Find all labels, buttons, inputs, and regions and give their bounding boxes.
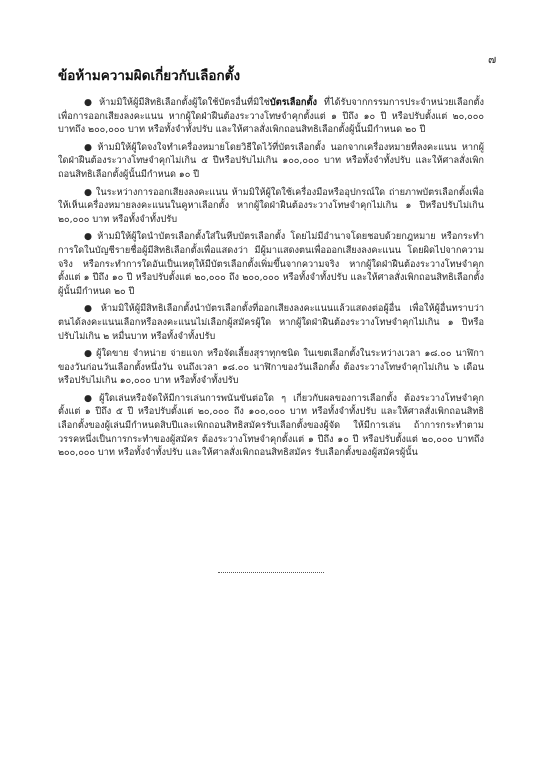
bullet-icon: ● (84, 186, 93, 198)
paragraph-bold-term: บัตรเลือกตั้ง (269, 97, 317, 108)
bullet-icon: ● (84, 303, 98, 315)
page-number: ๗ (488, 53, 497, 66)
paragraph-text: ห้ามมิให้ผู้ใดจงใจทำเครื่องหมายโดยวิธีใดไว้ที่บัตรเลือกตั้ง นอกจากเครื่องหมายที่ลงคะแนน หากผู้ใดฝ่าฝืนต้องระวางโทษจำคุกไม่เกิน ๕ ปีหรือปรับไม่เกิน ๑๐๐,๐๐๐ บาท หรือทั้งจำทั้งปรับ และให้ศาลสั่งเพิกถอนสิทธิเลือกตั้งผู้นั้นมีกำหนด ๑๐ ปี (58, 141, 484, 180)
paragraph-text: ผู้ใดขาย จำหน่าย จ่ายแจก หรือจัดเลี้ยงสุราทุกชนิด ในเขตเลือกตั้งในระหว่างเวลา ๑๘.๐๐ นาฬิกาของวันก่อนวันเลือกตั้งหนึ่งวัน จนถึงเวลา ๑๘.๐๐ นาฬิกาของวันเลือกตั้ง ต้องระวางโทษจำคุกไม่เกิน ๖ เดือน หรือปรับไม่เกิน ๑๐,๐๐๐ บาท หรือทั้งจำทั้งปรับ (58, 348, 484, 387)
paragraph-text: ผู้ใดเล่นหรือจัดให้มีการเล่นการพนันขันต่อใด ๆ เกี่ยวกับผลของการเลือกตั้ง ต้องระวางโทษจำคุกตั้งแต่ ๑ ปีถึง ๕ ปี หรือปรับตั้งแต่ ๒๐,๐๐๐ ถึง ๑๐๐,๐๐๐ บาท หรือทั้งจำทั้งปรับ และให้ศาลสั่งเพิกถอนสิทธิเลือกตั้งของผู้เล่นมีกำหนดสิบปีและเพิกถอนสิทธิสมัครรับเลือกตั้งของผู้จัด ให้มีการเล่น ถ้าการกระทำตามวรรคหนึ่งเป็นการกระทำของผู้สมัคร ต้องระวางโทษจำคุกตั้งแต่ ๑ ปีถึง ๑๐ ปี หรือปรับตั้งแต่ ๒๐,๐๐๐ บาทถึง ๒๐๐,๐๐๐ บาท หรือทั้งจำทั้งปรับ และให้ศาลสั่งเพิกถอนสิทธิสมัคร รับเลือกตั้งของผู้สมัครผู้นั้น (58, 392, 484, 459)
bullet-icon: ● (84, 97, 97, 108)
bullet-icon: ● (84, 231, 95, 243)
paragraph-ballot-stuffing (58, 230, 484, 298)
bullet-icon: ● (84, 348, 94, 360)
paragraph-gambling-ban (58, 392, 484, 460)
paragraph-text: ในระหว่างการออกเสียงลงคะแนน ห้ามมิให้ผู้ใดใช้เครื่องมือหรืออุปกรณ์ใด ถ่ายภาพบัตรเลือกตั้งเพื่อให้เห็นเครื่องหมายลงคะแนนในคูหาเลือกตั้ง หากผู้ใดฝ่าฝืนต้องระวางโทษจำคุกไม่เกิน ๑ ปีหรือปรับไม่เกิน ๒๐,๐๐๐ บาท หรือทั้งจำทั้งปรับ (58, 186, 484, 225)
paragraph-alcohol-ban (58, 347, 484, 388)
paragraph-text: ห้ามมิให้ผู้มีสิทธิเลือกตั้งนำบัตรเลือกตั้งที่ออกเสียงลงคะแนนแล้วแสดงต่อผู้อื่น เพื่อให้ผู้อื่นทราบว่าตนได้ลงคะแนนเลือกหรือลงคะแนนไม่เลือกผู้สมัครผู้ใด หากผู้ใดฝ่าฝืนต้องระวางโทษจำคุกไม่เกิน ๑ ปีหรือปรับไม่เกิน ๒ หมื่นบาท หรือทั้งจำทั้งปรับ (58, 303, 484, 342)
paragraph-text-end: ที่ได้รับจากกรรมการประจำหน่วยเลือกตั้งเพื่อการออกเสียงลงคะแนน หากผู้ใดฝ่าฝืนต้องระวางโทษจำคุกตั้งแต่ ๑ ปีถึง ๑๐ ปี หรือปรับตั้งแต่ ๒๐,๐๐๐ บาทถึง ๒๐๐,๐๐๐ บาท หรือทั้งจำทั้งปรับ และให้ศาลสั่งเพิกถอนสิทธิเลือกตั้งผู้นั้นมีกำหนด ๒๐ ปี (58, 97, 484, 136)
bullet-icon: ● (84, 141, 95, 153)
bullet-icon: ● (84, 392, 97, 404)
paragraph-text: ห้ามมิให้ผู้ใดนำบัตรเลือกตั้งใส่ในหีบบัตรเลือกตั้ง โดยไม่มีอำนาจโดยชอบด้วยกฎหมาย หรือกระทำการใดในบัญชีรายชื่อผู้มีสิทธิเลือกตั้งเพื่อแสดงว่า มีผู้มาแสดงตนเพื่อออกเสียงลงคะแนน โดยผิดไปจากความจริง หรือกระทำการใดอันเป็นเหตุให้มีบัตรเลือกตั้งเพิ่มขึ้นจากความจริง หากผู้ใดฝ่าฝืนต้องระวางโทษจำคุกตั้งแต่ ๑ ปีถึง ๑๐ ปี หรือปรับตั้งแต่ ๒๐,๐๐๐ ถึง ๒๐๐,๐๐๐ หรือทั้งจำทั้งปรับ และให้ศาลสั่งเพิกถอนสิทธิเลือกตั้งผู้นั้นมีกำหนด ๒๐ ปี (58, 231, 484, 297)
paragraph-ballot-showing (58, 302, 484, 343)
paragraph-text-start: ห้ามมิให้ผู้มีสิทธิเลือกตั้งผู้ใดใช้บัตรอื่นที่มิใช่ (99, 97, 270, 108)
document-body (58, 96, 484, 464)
paragraph-ballot-photography (58, 186, 484, 227)
paragraph-ballot-marking (58, 141, 484, 182)
page-title: ข้อห้ามความผิดเกี่ยวกับเลือกตั้ง (58, 68, 241, 84)
paragraph-ballot-misuse (58, 96, 484, 137)
dotted-divider (218, 572, 324, 573)
